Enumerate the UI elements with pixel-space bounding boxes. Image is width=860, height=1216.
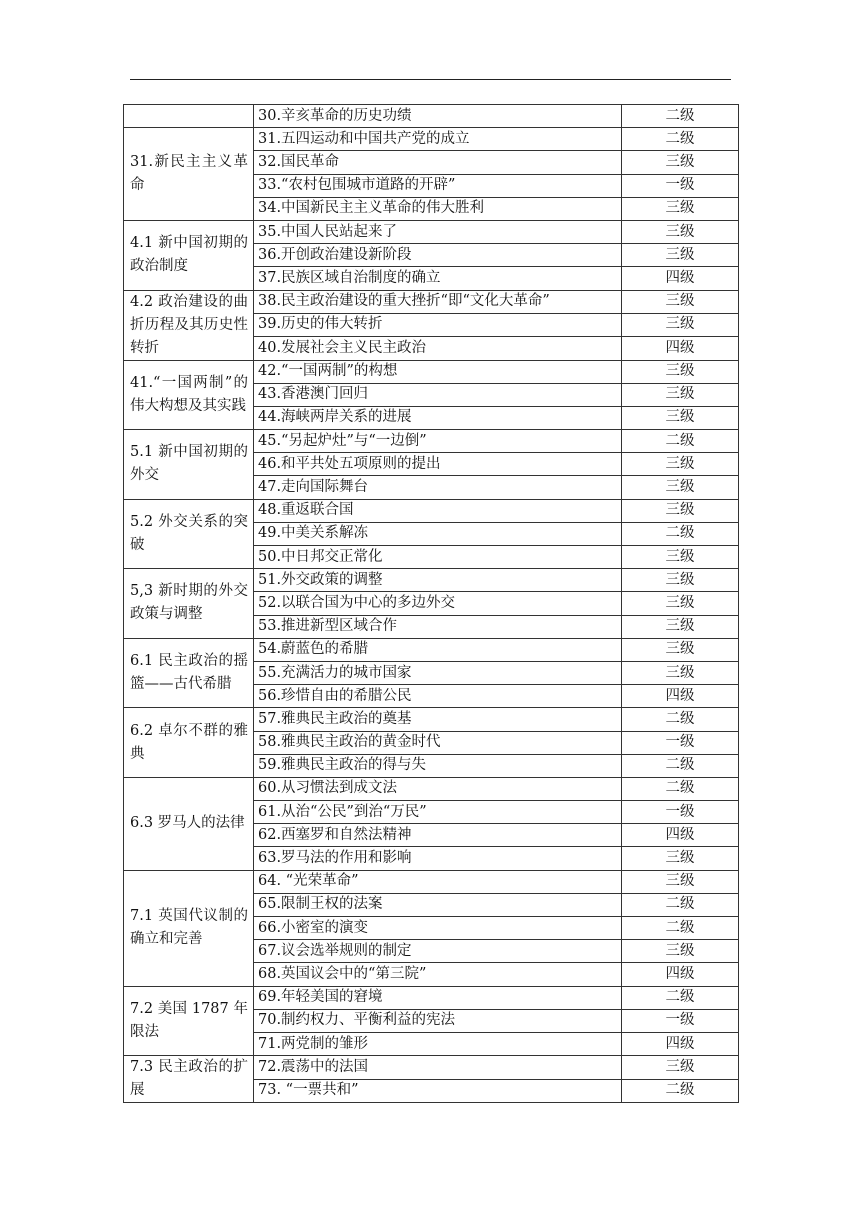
level-cell: 三级	[622, 197, 739, 220]
table-row	[124, 569, 739, 592]
topic-cell: 60.从习惯法到成文法	[254, 777, 622, 800]
topic-cell: 67.议会选举规则的制定	[254, 940, 622, 963]
level-cell: 四级	[622, 685, 739, 708]
topic-cell: 70.制约权力、平衡利益的宪法	[254, 1009, 622, 1032]
table-row	[124, 360, 739, 383]
level-cell: 三级	[622, 940, 739, 963]
topic-cell: 54.蔚蓝色的希腊	[254, 638, 622, 661]
level-cell: 二级	[622, 754, 739, 777]
topic-cell: 69.年轻美国的窘境	[254, 986, 622, 1009]
topic-cell: 46.和平共处五项原则的提出	[254, 453, 622, 476]
topic-cell: 73. “一票共和”	[254, 1079, 622, 1103]
level-cell: 四级	[622, 1032, 739, 1055]
topic-cell: 37.民族区域自治制度的确立	[254, 267, 622, 290]
table-row	[124, 1056, 739, 1080]
topic-cell: 57.雅典民主政治的奠基	[254, 708, 622, 731]
topic-cell: 64. “光荣革命”	[254, 870, 622, 893]
unit-cell: 7.2 美国 1787 年限法	[124, 986, 254, 1056]
table-row	[124, 430, 739, 453]
level-cell: 三级	[622, 406, 739, 429]
level-cell: 二级	[622, 105, 739, 128]
topic-cell: 48.重返联合国	[254, 499, 622, 522]
unit-cell: 5.2 外交关系的突破	[124, 499, 254, 569]
unit-cell: 6.3 罗马人的法律	[124, 777, 254, 870]
unit-cell: 4.2 政治建设的曲折历程及其历史性转折	[124, 290, 254, 360]
level-cell: 二级	[622, 777, 739, 800]
topic-cell: 36.开创政治建设新阶段	[254, 244, 622, 267]
table-row	[124, 870, 739, 893]
topic-cell: 43.香港澳门回归	[254, 383, 622, 406]
syllabus-table-body	[124, 105, 739, 1103]
level-cell: 三级	[622, 615, 739, 638]
topic-cell: 55.充满活力的城市国家	[254, 661, 622, 684]
level-cell: 四级	[622, 337, 739, 360]
topic-cell: 49.中美关系解冻	[254, 522, 622, 545]
level-cell: 二级	[622, 1079, 739, 1103]
topic-cell: 52.以联合国为中心的多边外交	[254, 592, 622, 615]
topic-cell: 35.中国人民站起来了	[254, 220, 622, 243]
level-cell: 一级	[622, 1009, 739, 1032]
level-cell: 四级	[622, 267, 739, 290]
level-cell: 三级	[622, 244, 739, 267]
level-cell: 三级	[622, 499, 739, 522]
table-row	[124, 128, 739, 151]
level-cell: 三级	[622, 847, 739, 870]
level-cell: 三级	[622, 383, 739, 406]
topic-cell: 63.罗马法的作用和影响	[254, 847, 622, 870]
topic-cell: 44.海峡两岸关系的进展	[254, 406, 622, 429]
topic-cell: 32.国民革命	[254, 151, 622, 174]
level-cell: 四级	[622, 824, 739, 847]
level-cell: 二级	[622, 522, 739, 545]
level-cell: 四级	[622, 963, 739, 986]
unit-cell: 5.1 新中国初期的外交	[124, 430, 254, 500]
level-cell: 三级	[622, 592, 739, 615]
topic-cell: 58.雅典民主政治的黄金时代	[254, 731, 622, 754]
topic-cell: 38.民主政治建设的重大挫折“即“文化大革命”	[254, 290, 622, 313]
topic-cell: 53.推进新型区域合作	[254, 615, 622, 638]
topic-cell: 71.两党制的雏形	[254, 1032, 622, 1055]
table-row	[124, 290, 739, 313]
unit-cell: 7.1 英国代议制的确立和完善	[124, 870, 254, 986]
level-cell: 三级	[622, 569, 739, 592]
level-cell: 三级	[622, 661, 739, 684]
level-cell: 三级	[622, 546, 739, 569]
topic-cell: 68.英国议会中的“第三院”	[254, 963, 622, 986]
unit-cell: 6.2 卓尔不群的雅典	[124, 708, 254, 778]
level-cell: 三级	[622, 476, 739, 499]
level-cell: 二级	[622, 986, 739, 1009]
level-cell: 一级	[622, 731, 739, 754]
level-cell: 二级	[622, 128, 739, 151]
topic-cell: 50.中日邦交正常化	[254, 546, 622, 569]
table-row	[124, 220, 739, 243]
unit-cell	[124, 105, 254, 128]
table-row	[124, 986, 739, 1009]
table-row	[124, 708, 739, 731]
level-cell: 三级	[622, 313, 739, 336]
table-row	[124, 777, 739, 800]
topic-cell: 34.中国新民主主义革命的伟大胜利	[254, 197, 622, 220]
level-cell: 三级	[622, 360, 739, 383]
topic-cell: 47.走向国际舞台	[254, 476, 622, 499]
table-row	[124, 638, 739, 661]
level-cell: 三级	[622, 290, 739, 313]
level-cell: 三级	[622, 1056, 739, 1080]
topic-cell: 40.发展社会主义民主政治	[254, 337, 622, 360]
topic-cell: 66.小密室的演变	[254, 917, 622, 940]
table-row	[124, 105, 739, 128]
level-cell: 三级	[622, 870, 739, 893]
level-cell: 三级	[622, 220, 739, 243]
topic-cell: 42.“一国两制”的构想	[254, 360, 622, 383]
topic-cell: 33.“农村包围城市道路的开辟”	[254, 174, 622, 197]
topic-cell: 61.从治“公民”到治“万民”	[254, 801, 622, 824]
topic-cell: 56.珍惜自由的希腊公民	[254, 685, 622, 708]
header-rule	[130, 79, 731, 80]
topic-cell: 65.限制王权的法案	[254, 893, 622, 916]
topic-cell: 62.西塞罗和自然法精神	[254, 824, 622, 847]
topic-cell: 59.雅典民主政治的得与失	[254, 754, 622, 777]
level-cell: 二级	[622, 430, 739, 453]
topic-cell: 30.辛亥革命的历史功绩	[254, 105, 622, 128]
level-cell: 一级	[622, 801, 739, 824]
unit-cell: 41.“一国两制”的伟大构想及其实践	[124, 360, 254, 430]
syllabus-table	[123, 104, 739, 1103]
topic-cell: 45.“另起炉灶”与“一边倒”	[254, 430, 622, 453]
level-cell: 三级	[622, 453, 739, 476]
level-cell: 二级	[622, 708, 739, 731]
topic-cell: 51.外交政策的调整	[254, 569, 622, 592]
unit-cell: 31.新民主主义革命	[124, 128, 254, 221]
table-row	[124, 499, 739, 522]
topic-cell: 72.震荡中的法国	[254, 1056, 622, 1080]
topic-cell: 31.五四运动和中国共产党的成立	[254, 128, 622, 151]
topic-cell: 39.历史的伟大转折	[254, 313, 622, 336]
level-cell: 二级	[622, 917, 739, 940]
unit-cell: 6.1 民主政治的摇篮——古代希腊	[124, 638, 254, 708]
unit-cell: 4.1 新中国初期的政治制度	[124, 220, 254, 290]
level-cell: 三级	[622, 151, 739, 174]
level-cell: 二级	[622, 893, 739, 916]
level-cell: 三级	[622, 638, 739, 661]
level-cell: 一级	[622, 174, 739, 197]
unit-cell: 5,3 新时期的外交政策与调整	[124, 569, 254, 639]
unit-cell: 7.3 民主政治的扩展	[124, 1056, 254, 1103]
